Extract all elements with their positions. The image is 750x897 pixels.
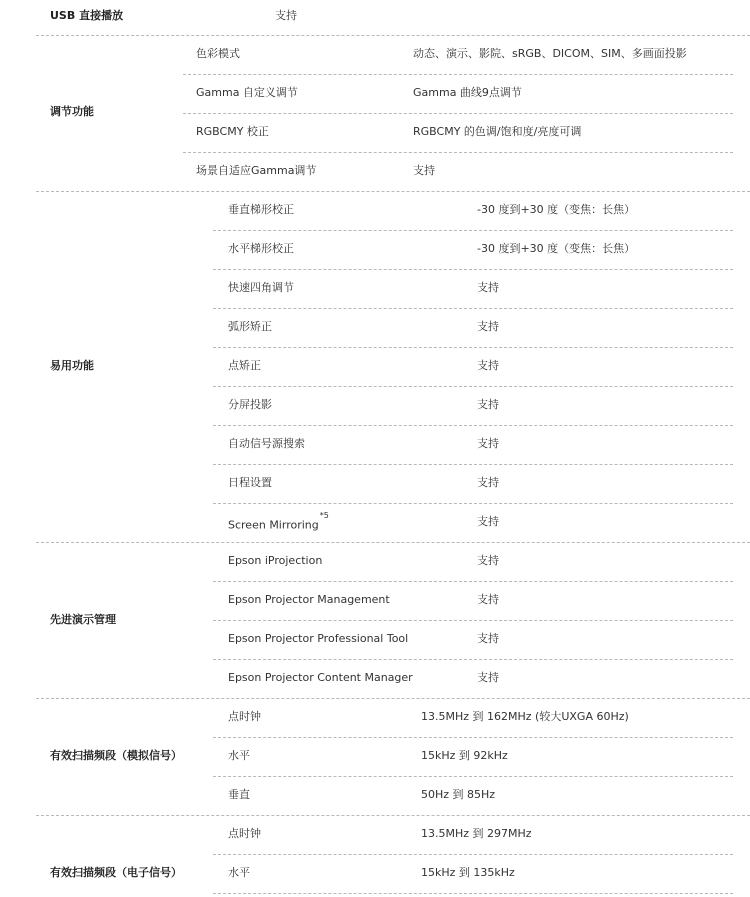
- adjust-category-label: 调节功能: [50, 105, 94, 118]
- section-divider: [36, 698, 750, 699]
- row-divider: [183, 113, 733, 114]
- scan-digital-category-label: 有效扫描频段（电子信号）: [50, 866, 182, 879]
- row-divider: [213, 737, 733, 738]
- row-divider: [213, 581, 733, 582]
- spec-label: Epson Projector Content Manager: [228, 671, 413, 684]
- spec-label: 弧形矫正: [228, 320, 272, 333]
- section-divider: [36, 191, 750, 192]
- row-divider: [213, 503, 733, 504]
- spec-value: 支持: [477, 320, 499, 333]
- section-divider: [36, 542, 750, 543]
- spec-value: 支持: [477, 632, 499, 645]
- spec-value: 支持: [477, 281, 499, 294]
- spec-label: 分屏投影: [228, 398, 272, 411]
- spec-label: 点矫正: [228, 359, 261, 372]
- spec-label: 水平梯形校正: [228, 242, 294, 255]
- scan-analog-category-label: 有效扫描频段（模拟信号）: [50, 749, 182, 762]
- row-divider: [213, 386, 733, 387]
- row-divider: [213, 230, 733, 231]
- spec-label: Epson Projector Management: [228, 593, 390, 606]
- row-divider: [213, 308, 733, 309]
- spec-label: 点时钟: [228, 827, 261, 840]
- spec-value: 支持: [477, 554, 499, 567]
- spec-label: 日程设置: [228, 476, 272, 489]
- spec-label: 水平: [228, 866, 250, 879]
- spec-label: RGBCMY 校正: [196, 125, 269, 138]
- row-divider: [213, 854, 733, 855]
- spec-value: 支持: [477, 671, 499, 684]
- spec-value: 支持: [477, 398, 499, 411]
- spec-label: Epson iProjection: [228, 554, 323, 567]
- spec-value: 13.5MHz 到 162MHz (较大UXGA 60Hz): [421, 710, 629, 723]
- spec-value: 支持: [477, 437, 499, 450]
- spec-value: 支持: [413, 164, 435, 177]
- spec-label: 快速四角调节: [228, 281, 294, 294]
- spec-value: 13.5MHz 到 297MHz: [421, 827, 532, 840]
- spec-label: 垂直: [228, 788, 250, 801]
- spec-label: 场景自适应Gamma调节: [196, 164, 317, 177]
- ease-category-label: 易用功能: [50, 359, 94, 372]
- spec-label: 自动信号源搜索: [228, 437, 305, 450]
- row-divider: [213, 347, 733, 348]
- spec-label: 垂直梯形校正: [228, 203, 294, 216]
- row-divider: [213, 893, 733, 894]
- footnote-marker: *5: [319, 511, 329, 520]
- spec-value: 动态、演示、影院、sRGB、DICOM、SIM、多画面投影: [413, 47, 687, 60]
- row-divider: [213, 659, 733, 660]
- spec-value: 15kHz 到 92kHz: [421, 749, 508, 762]
- spec-value: -30 度到+30 度（变焦：长焦）: [477, 203, 636, 216]
- row-divider: [213, 464, 733, 465]
- usb-direct-play-value: 支持: [275, 9, 297, 22]
- spec-label: 水平: [228, 749, 250, 762]
- spec-label: Gamma 自定义调节: [196, 86, 298, 99]
- spec-value: 15kHz 到 135kHz: [421, 866, 515, 879]
- row-divider: [183, 152, 733, 153]
- spec-value: 支持: [477, 593, 499, 606]
- spec-value: 50Hz 到 85Hz: [421, 788, 496, 801]
- spec-value: 支持: [477, 515, 499, 528]
- spec-value: 支持: [477, 359, 499, 372]
- presentation-category-label: 先进演示管理: [50, 613, 116, 626]
- spec-value: -30 度到+30 度（变焦：长焦）: [477, 242, 636, 255]
- spec-label: 点时钟: [228, 710, 261, 723]
- spec-value: Gamma 曲线9点调节: [413, 86, 522, 99]
- section-divider: [36, 815, 750, 816]
- row-divider: [183, 74, 733, 75]
- screen-mirroring-label: Screen Mirroring: [228, 518, 319, 532]
- spec-label: 色彩模式: [196, 47, 240, 60]
- row-divider: [213, 425, 733, 426]
- row-divider: [213, 776, 733, 777]
- spec-value: 支持: [477, 476, 499, 489]
- spec-label: Epson Projector Professional Tool: [228, 632, 409, 645]
- spec-value: RGBCMY 的色调/饱和度/亮度可调: [413, 125, 582, 138]
- usb-direct-play-label: USB 直接播放: [50, 9, 124, 22]
- row-divider: [213, 620, 733, 621]
- row-divider: [213, 269, 733, 270]
- spec-label: [228, 511, 329, 533]
- section-divider: [36, 35, 750, 36]
